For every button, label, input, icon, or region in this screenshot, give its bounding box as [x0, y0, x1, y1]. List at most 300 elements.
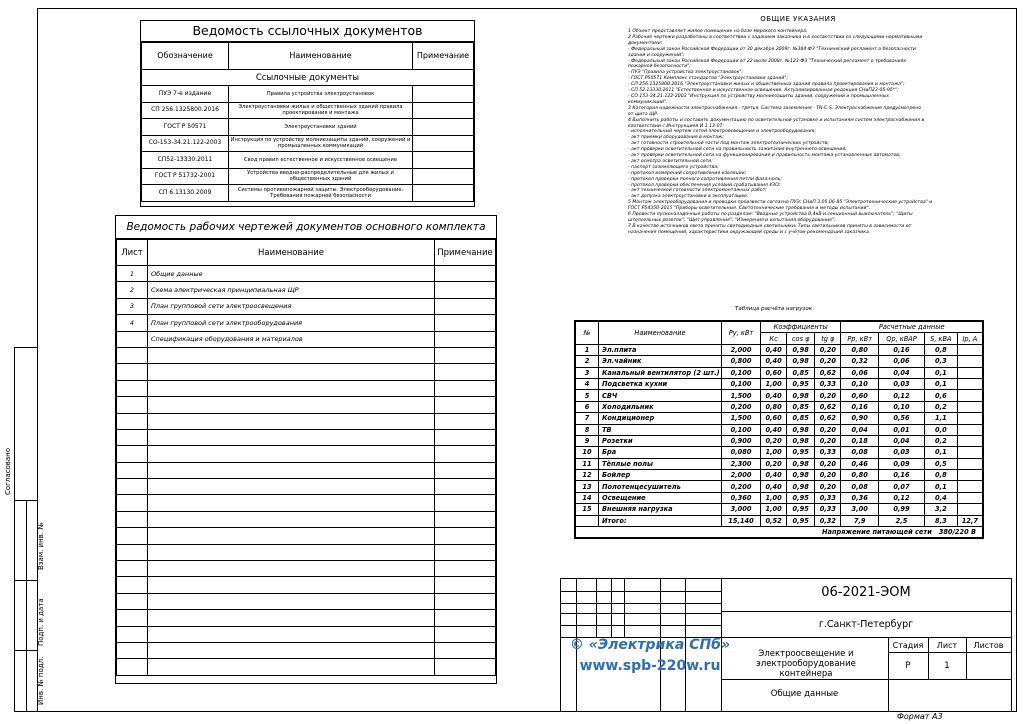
note-line: ГОСТ Р54350-2015 "Приборы осветительные. Светотехнические требования и методы испытаний".: [628, 206, 871, 212]
ref-designation: СП 256.1325800.2016: [142, 102, 229, 119]
load-qp: 0,03: [878, 447, 924, 458]
load-tg: 0,20: [815, 356, 841, 367]
load-pp: 0,16: [841, 401, 879, 412]
notes-title: ОБЩИЕ УКАЗАНИЯ: [760, 15, 836, 23]
load-cos: 0,85: [787, 413, 815, 424]
load-qp: 0,09: [878, 458, 924, 469]
load-subcol: Кс: [761, 333, 787, 344]
load-tg: 0,33: [815, 378, 841, 389]
note-line: - акт осмотра осветительной сети;: [628, 158, 713, 164]
load-s: 0,1: [925, 481, 958, 492]
load-qp: 0,12: [878, 390, 924, 401]
load-name: Эл.чайник: [599, 356, 722, 367]
load-qp: 0,16: [878, 470, 924, 481]
drawing-name: Общие данные: [148, 266, 435, 282]
load-col-no: №: [576, 322, 599, 345]
load-ip: [957, 447, 982, 458]
load-tg: 0,20: [815, 344, 841, 355]
side-agreed: Согласовано: [4, 447, 12, 495]
load-subcol: cos φ: [787, 333, 815, 344]
city: г.Санкт-Петербург: [818, 619, 914, 630]
load-no: 2: [576, 356, 599, 367]
drawings-title: Ведомость рабочих чертежей документов основного комплекта: [116, 216, 496, 239]
load-pp: 0,36: [841, 492, 879, 503]
load-total-row: [576, 515, 983, 526]
ref-row: [142, 135, 474, 152]
load-pp: 0,10: [841, 378, 879, 389]
note-line: - протокол проверки обеспечения условий срабатывания УЗО;: [628, 182, 781, 188]
watermark-brand: © «Электрика СПб»: [569, 637, 731, 653]
load-no: 3: [576, 367, 599, 378]
project-name: Электроосвещение и электрооборудование контейнера: [756, 649, 856, 679]
load-tg: 0,33: [815, 492, 841, 503]
load-ip: [957, 413, 982, 424]
drawing-note: [435, 331, 496, 347]
load-pu: 0,100: [722, 424, 761, 435]
note-line: - СП 256.1325800.2016 "Электроустановки жилых и общественных зданий правила проектирования и монтажа";: [628, 82, 905, 88]
ref-name: Свод правил естественное и искусственное освещение: [229, 152, 413, 169]
load-s: 0,5: [925, 458, 958, 469]
drawing-empty-row: [117, 479, 496, 495]
load-kc: 0,40: [761, 344, 787, 355]
drawing-empty-row: [117, 429, 496, 445]
load-ip: [957, 458, 982, 469]
ref-row: [142, 119, 474, 136]
load-name: Бра: [599, 447, 722, 458]
ref-row: [142, 185, 474, 202]
ref-name: Системы противопожарной защиты. Электрооборудование. Требования пожарной безопасности: [229, 185, 413, 202]
load-pp: 0,18: [841, 435, 879, 446]
drawings-list: [115, 215, 497, 684]
ref-note: [413, 135, 474, 152]
note-line: - СО 153-34.21.122-2003 "Инструкция по устройству молниезащиты зданий, сооружений и промышленных: [628, 93, 889, 99]
ref-row: [142, 168, 474, 185]
note-line: зданий и сооружений";: [628, 52, 685, 58]
note-line: - СП 52.13330.2011 "Естественное и искусственное освещение. Актуализированная редакция СНиП23-05-95*";: [628, 88, 899, 94]
load-pu: 0,200: [722, 401, 761, 412]
drawing-empty-row: [117, 347, 496, 363]
load-qp: 0,99: [878, 504, 924, 515]
load-tg: 0,33: [815, 504, 841, 515]
load-pu: 2,300: [722, 458, 761, 469]
side-inv-replace: Взам. инв. №: [37, 522, 45, 570]
load-row: [576, 390, 983, 401]
load-pp: 0,04: [841, 424, 879, 435]
drawing-empty-row: [117, 462, 496, 478]
drawing-name: План групповой сети электроосвещения: [148, 298, 435, 314]
note-line: - акт готовности строительной части под монтаж электротехнических устройств;: [628, 141, 829, 147]
load-no: 9: [576, 435, 599, 446]
load-subcol: Рр, кВт: [841, 333, 879, 344]
load-s: 0,1: [925, 447, 958, 458]
load-name: Итого:: [599, 515, 722, 526]
drawing-empty-row: [117, 659, 496, 675]
load-kc: 0,20: [761, 435, 787, 446]
load-s: 0,4: [925, 492, 958, 503]
format-label: Формат А3: [897, 712, 943, 721]
load-ip: [957, 504, 982, 515]
note-line: - ПУЭ "Правила устройства электроустановок";: [628, 70, 744, 76]
drawing-row: [117, 298, 496, 314]
load-pu: 0,360: [722, 492, 761, 503]
reference-title: Ведомость ссылочных документов: [141, 21, 474, 42]
draw-col-sheet: Лист: [117, 240, 148, 266]
load-table-caption: Таблица расчёта нагрузок: [735, 306, 813, 312]
load-cos: 0,95: [787, 447, 815, 458]
side-sign-date: Подп. и дата: [37, 598, 45, 646]
load-no: 10: [576, 447, 599, 458]
load-qp: 0,06: [878, 356, 924, 367]
load-ip: [957, 378, 982, 389]
load-pp: 0,60: [841, 390, 879, 401]
load-kc: 0,40: [761, 424, 787, 435]
load-name: Бойлер: [599, 470, 722, 481]
load-name: Тёплые полы: [599, 458, 722, 469]
drawing-name: Схема электрическая принципиальная ЩР: [148, 282, 435, 298]
load-pu: 0,800: [722, 356, 761, 367]
drawing-note: [435, 266, 496, 282]
note-line: - акт допуска электроустановки в эксплуатацию.: [628, 194, 749, 200]
ref-designation: ГОСТ Р 50571: [142, 119, 229, 136]
ref-name: Устройства вводно-распределительные для жилых и общественных зданий: [229, 168, 413, 185]
load-name: Канальный вентилятор (2 шт.): [599, 367, 722, 378]
draw-col-name: Наименование: [148, 240, 435, 266]
load-no: 12: [576, 470, 599, 481]
load-kc: 0,60: [761, 413, 787, 424]
draw-col-note: Примечание: [435, 240, 496, 266]
drawing-empty-row: [117, 544, 496, 560]
ref-note: [413, 168, 474, 185]
load-row: [576, 367, 983, 378]
load-kc: 0,40: [761, 481, 787, 492]
ref-designation: ПУЭ 7-е издание: [142, 86, 229, 103]
ref-name: Электроустановки зданий: [229, 119, 413, 136]
note-line: - акт технической готовности электромонтажных работ;: [628, 188, 767, 194]
load-pu: 2,000: [722, 470, 761, 481]
col-sheets: Листов: [973, 641, 1004, 650]
drawing-empty-row: [117, 446, 496, 462]
load-ip: [957, 492, 982, 503]
load-tg: 0,20: [815, 481, 841, 492]
load-s: 0,8: [925, 344, 958, 355]
load-s: 0,1: [925, 378, 958, 389]
voltage-row: [576, 527, 983, 538]
general-notes: [628, 15, 988, 236]
load-row: [576, 401, 983, 412]
note-line: пожарной безопасности";: [628, 64, 691, 70]
ref-name: Инструкция по устройству молниезащиты зданий, сооружений и промышленных коммуникаций: [229, 135, 413, 152]
load-ip: [957, 356, 982, 367]
load-row: [576, 470, 983, 481]
load-cos: 0,85: [787, 367, 815, 378]
load-pp: 0,32: [841, 356, 879, 367]
load-name: Освещение: [599, 492, 722, 503]
load-s: 1,1: [925, 413, 958, 424]
load-s: 8,3: [925, 515, 958, 526]
ref-row: [142, 102, 474, 119]
ref-designation: ГОСТ Р 51732-2001: [142, 168, 229, 185]
load-ip: [957, 390, 982, 401]
load-pp: 3,00: [841, 504, 879, 515]
note-line: - ГОСТ Р50571 Комплекс стандартов "Электроустановки зданий";: [628, 76, 789, 82]
drawing-row: [117, 331, 496, 347]
ref-col-note: Примечание: [413, 43, 474, 70]
load-row: [576, 435, 983, 446]
load-s: 0,0: [925, 424, 958, 435]
load-name: Холодильник: [599, 401, 722, 412]
load-kc: 0,40: [761, 356, 787, 367]
load-pp: 0,08: [841, 447, 879, 458]
note-line: 7 В качестве источников света приняты светодиодные светильники. Типы светильников приняты в зависимости от: [628, 223, 912, 229]
load-ip: [957, 435, 982, 446]
stage-value: Р: [905, 661, 911, 671]
load-tg: 0,20: [815, 390, 841, 401]
load-cos: 0,98: [787, 356, 815, 367]
load-qp: 0,07: [878, 481, 924, 492]
load-pp: 0,80: [841, 344, 879, 355]
load-cos: 0,95: [787, 378, 815, 389]
load-kc: 1,00: [761, 447, 787, 458]
load-row: [576, 447, 983, 458]
load-s: 3,2: [925, 504, 958, 515]
load-ip: [957, 470, 982, 481]
ref-designation: СО-153-34.21.122-2003: [142, 135, 229, 152]
voltage-value: 380/220 В: [938, 528, 976, 537]
load-pp: 0,08: [841, 481, 879, 492]
ref-note: [413, 119, 474, 136]
load-row: [576, 413, 983, 424]
load-row: [576, 458, 983, 469]
agreed-box: [14, 347, 36, 498]
reference-table: [141, 42, 474, 202]
load-tg: 0,20: [815, 435, 841, 446]
load-tg: 0,62: [815, 401, 841, 412]
load-row: [576, 504, 983, 515]
load-name: Полотенцесушитель: [599, 481, 722, 492]
note-line: 2 Рабочие чертежи разработаны в соответствии с заданием заказчика и в соответствии со следующими нормативными: [628, 34, 923, 40]
load-cos: 0,98: [787, 435, 815, 446]
drawing-empty-row: [117, 528, 496, 544]
load-cos: 0,98: [787, 390, 815, 401]
note-line: - исполнительный чертеж сетей электроосвещения и электрооборудования;: [628, 129, 816, 135]
ref-designation: СП52-13330.2011: [142, 152, 229, 169]
drawing-note: [435, 315, 496, 331]
load-qp: 0,04: [878, 367, 924, 378]
load-tg: 0,20: [815, 470, 841, 481]
note-line: штепсельных розеток"; "Щит управления"; "Измерения и испытания оборудования".: [628, 218, 836, 223]
load-tg: 0,62: [815, 413, 841, 424]
load-col-name: Наименование: [599, 322, 722, 345]
load-subcol: tg φ: [815, 333, 841, 344]
ref-col-designation: Обозначение: [142, 43, 229, 70]
load-name: Эл.плита: [599, 344, 722, 355]
drawing-empty-row: [117, 642, 496, 658]
load-pp: 0,90: [841, 413, 879, 424]
sheet-name: Общие данные: [770, 689, 839, 699]
load-ip: [957, 424, 982, 435]
load-pu: 0,100: [722, 367, 761, 378]
load-kc: 1,00: [761, 504, 787, 515]
load-table: [574, 320, 984, 539]
watermark-url: www.spb-220w.ru: [579, 658, 721, 674]
ref-name: Правила устройства электроустановок: [229, 86, 413, 103]
drawing-empty-row: [117, 577, 496, 593]
ref-row: [142, 152, 474, 169]
load-pu: 1,500: [722, 390, 761, 401]
load-cos: 0,98: [787, 424, 815, 435]
drawing-empty-row: [117, 397, 496, 413]
reference-documents: [140, 20, 475, 207]
drawing-note: [435, 282, 496, 298]
load-ip: 12,7: [957, 515, 982, 526]
load-qp: 0,12: [878, 492, 924, 503]
load-pu: 0,080: [722, 447, 761, 458]
load-s: 0,2: [925, 435, 958, 446]
ref-note: [413, 152, 474, 169]
ref-designation: СП 6.13130.2009: [142, 185, 229, 202]
drawing-sheet: 3: [117, 298, 148, 314]
note-line: 5 Монтаж электрооборудования и проводки произвести согласно ПУЭ; СНиП 3.05.06-85 "Электротехнические устройства" и: [628, 200, 933, 206]
note-line: от щита ЩР.: [628, 111, 659, 117]
load-cos: 0,95: [787, 492, 815, 503]
load-row: [576, 492, 983, 503]
load-qp: 0,03: [878, 378, 924, 389]
drawing-empty-row: [117, 495, 496, 511]
note-line: - протокол проверки полного сопротивления петли фаза-ноль;: [628, 176, 782, 182]
load-kc: 0,52: [761, 515, 787, 526]
load-group-coef: Коэффициенты: [761, 322, 841, 333]
load-kc: 0,80: [761, 401, 787, 412]
drawings-table: [116, 239, 496, 676]
note-line: назначения помещений, характеристики окружающей среды и с учётом рекомендаций заказчика.: [628, 229, 871, 235]
load-ip: [957, 401, 982, 412]
load-kc: 0,40: [761, 390, 787, 401]
note-line: - Федеральный закон Российской Федерации от 30 декабря 2009г. №384-ФЗ "Технический регламент о безопасности: [628, 46, 916, 52]
load-tg: 0,20: [815, 458, 841, 469]
load-name: Кондиционер: [599, 413, 722, 424]
load-qp: 2,5: [878, 515, 924, 526]
load-qp: 0,01: [878, 424, 924, 435]
load-no: 14: [576, 492, 599, 503]
load-no: 7: [576, 413, 599, 424]
load-no: 8: [576, 424, 599, 435]
drawing-sheet: 4: [117, 315, 148, 331]
note-line: - акт приемки оборудования в монтаж;: [628, 135, 724, 141]
load-pp: 7,9: [841, 515, 879, 526]
load-cos: 0,98: [787, 481, 815, 492]
drawing-empty-row: [117, 380, 496, 396]
load-name: Розетки: [599, 435, 722, 446]
load-ip: [957, 481, 982, 492]
load-cos: 0,98: [787, 470, 815, 481]
note-line: - Федеральный закон Российской Федерации от 22 июля 2008г. №123-ФЗ "Технический регламент о требованиях: [628, 58, 907, 64]
load-kc: 0,60: [761, 367, 787, 378]
load-qp: 0,56: [878, 413, 924, 424]
drawing-empty-row: [117, 364, 496, 380]
load-tg: 0,33: [815, 447, 841, 458]
load-subcol: Qр, кВАР: [878, 333, 924, 344]
drawing-empty-row: [117, 561, 496, 577]
side-inv-orig: Инв. № подл.: [37, 656, 45, 705]
ref-name: Электроустановки жилых и общественных зданий правила проектирования и монтажа: [229, 102, 413, 119]
load-s: 0,2: [925, 401, 958, 412]
load-no: 4: [576, 378, 599, 389]
drawing-empty-row: [117, 511, 496, 527]
load-subcol: S, кВА: [925, 333, 958, 344]
load-row: [576, 356, 983, 367]
note-line: 6 Провести пусконаладочные работы по разделам: "Вводные устройства 0,4кВ и секционный выключатель"; "Щиты: [628, 212, 913, 218]
load-no: 11: [576, 458, 599, 469]
col-sheet: Лист: [936, 641, 958, 650]
load-cos: 0,95: [787, 504, 815, 515]
load-pu: 0,200: [722, 481, 761, 492]
load-pu: 2,000: [722, 344, 761, 355]
load-ip: [957, 344, 982, 355]
load-no: 1: [576, 344, 599, 355]
load-cos: 0,98: [787, 458, 815, 469]
load-qp: 0,10: [878, 401, 924, 412]
drawing-empty-row: [117, 593, 496, 609]
col-stage: Стадия: [892, 641, 924, 650]
voltage-label: Напряжение питающей сети: [822, 528, 932, 537]
ref-row: [142, 86, 474, 103]
load-col-pu: Ру, кВт: [722, 322, 761, 345]
note-line: - паспорт заземляющего устройства;: [628, 164, 719, 170]
load-subcol: Iр, А: [957, 333, 982, 344]
load-tg: 0,32: [815, 515, 841, 526]
load-group-calc: Расчетные данные: [841, 322, 983, 333]
load-s: 0,6: [925, 390, 958, 401]
ref-section: Ссылочные документы: [142, 70, 474, 86]
load-s: 0,3: [925, 356, 958, 367]
doc-code: 06-2021-ЭОМ: [821, 585, 911, 600]
drawing-row: [117, 315, 496, 331]
load-pp: 0,80: [841, 470, 879, 481]
drawing-sheet: 2: [117, 282, 148, 298]
note-line: - протокол измерений сопротивления изоляции;: [628, 170, 747, 176]
load-pu: 3,000: [722, 504, 761, 515]
load-no: 6: [576, 401, 599, 412]
load-name: Внешняя нагрузка: [599, 504, 722, 515]
note-line: соответствии с Инструкцией И 1.13-07:: [628, 123, 724, 129]
drawing-note: [435, 298, 496, 314]
load-ip: [957, 367, 982, 378]
ref-note: [413, 102, 474, 119]
load-name: ТВ: [599, 424, 722, 435]
drawing-sheet: [117, 331, 148, 347]
drawing-row: [117, 266, 496, 282]
load-pu: 15,140: [722, 515, 761, 526]
ref-note: [413, 86, 474, 103]
note-line: - акт проверки осветительной сети на правильность зажигания внутреннего освещения;: [628, 147, 847, 153]
drawing-empty-row: [117, 626, 496, 642]
note-line: 3 Категория надежности электроснабжения - третья. Система заземления - TN-C-S. Электроснабжение предусмотрено: [628, 105, 922, 111]
load-pp: 0,06: [841, 367, 879, 378]
ref-col-name: Наименование: [229, 43, 413, 70]
drawing-row: [117, 282, 496, 298]
load-pu: 0,100: [722, 378, 761, 389]
load-no: 15: [576, 504, 599, 515]
load-no: 5: [576, 390, 599, 401]
load-s: 0,8: [925, 470, 958, 481]
note-line: 4 Выполнить работы и составить документацию по осветительной установке и испытаниям систем электроснабжения в: [628, 117, 925, 123]
load-row: [576, 378, 983, 389]
note-line: - акт проверки осветительной сети на функционирование и правильность монтажа установленных автоматов;: [628, 153, 901, 159]
drawing-sheet: 1: [117, 266, 148, 282]
load-pu: 0,900: [722, 435, 761, 446]
load-kc: 1,00: [761, 378, 787, 389]
load-cos: 0,95: [787, 515, 815, 526]
